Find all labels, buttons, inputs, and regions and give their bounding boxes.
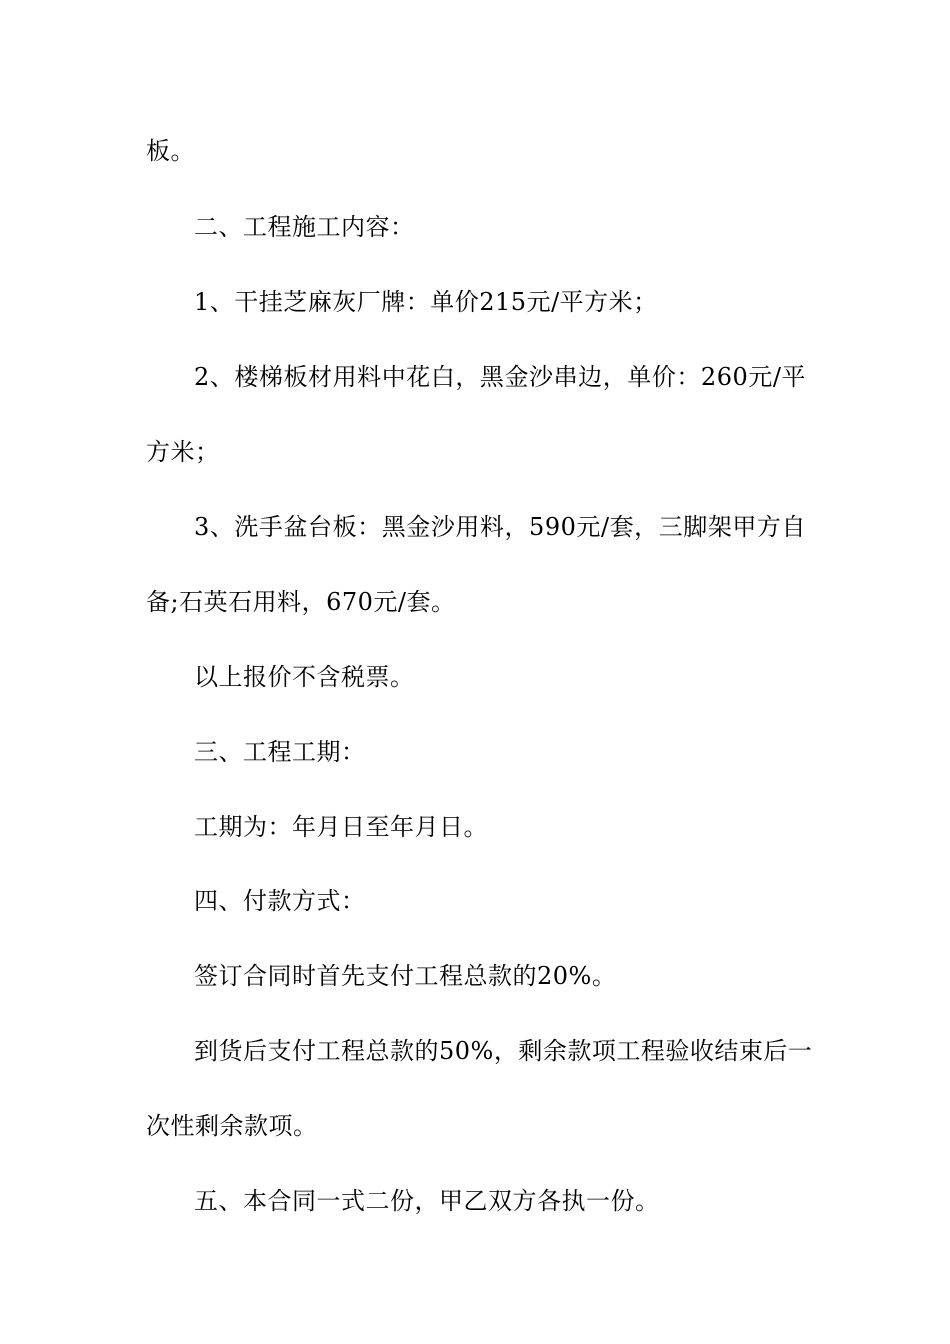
- section-heading: 四、付款方式：: [194, 887, 366, 915]
- text-line: 3、洗手盆台板：黑金沙用料，590元/套，三脚架甲方自: [194, 513, 806, 541]
- text-line: 工期为：年月日至年月日。: [194, 813, 488, 841]
- text-line: 1、干挂芝麻灰厂牌：单价215元/平方米；: [194, 288, 658, 316]
- text-line: 2、楼梯板材用料中花白，黑金沙串边，单价：260元/平: [194, 363, 806, 391]
- text-line: 到货后支付工程总款的50%，剩余款项工程验收结束后一: [194, 1037, 813, 1065]
- text-line: 以上报价不含税票。: [194, 663, 415, 691]
- section-heading: 五、本合同一式二份，甲乙双方各执一份。: [194, 1187, 660, 1215]
- text-line: 板。: [146, 137, 195, 165]
- section-heading: 三、工程工期：: [194, 738, 366, 766]
- text-line: 次性剩余款项。: [146, 1112, 318, 1140]
- section-heading: 二、工程施工内容：: [194, 213, 415, 241]
- text-line: 方米；: [146, 438, 220, 466]
- text-line: 签订合同时首先支付工程总款的20%。: [194, 962, 617, 990]
- text-line: 备;石英石用料，670元/套。: [146, 588, 456, 616]
